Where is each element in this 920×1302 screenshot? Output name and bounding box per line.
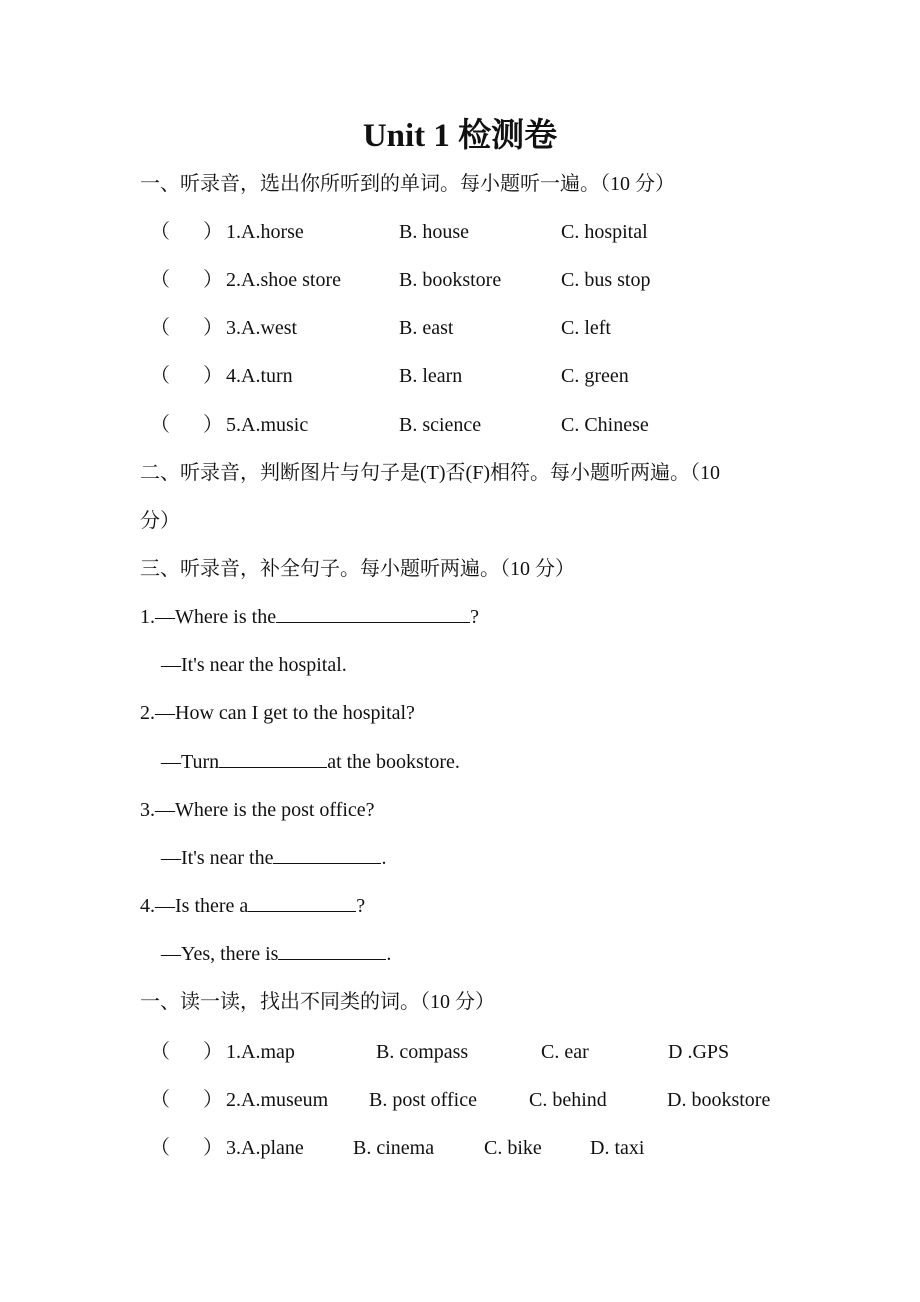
option-c: C. left [561,317,611,339]
answer-3 [161,843,386,873]
answer-paren-close: ） [203,1137,223,1159]
option-b: B. learn [399,365,463,387]
option-a: 4.A.turn [226,365,293,387]
answer-paren-open: （ [150,317,170,339]
fill-blank[interactable] [278,939,386,960]
question-3: 3.—Where is the post office? [140,799,375,821]
answer-1: —It's near the hospital. [161,654,347,676]
option-c: C. bike [484,1137,542,1159]
option-a: 2.A.shoe store [226,269,341,291]
option-b: B. house [399,221,469,243]
answer-paren-open: （ [150,414,170,436]
answer-4 [161,939,391,969]
question-2: 2.—How can I get to the hospital? [140,702,415,724]
option-a: 3.A.plane [226,1137,304,1159]
question-punct: ? [470,606,479,628]
option-a: 1.A.map [226,1041,295,1063]
section-4-heading: 一、读一读，找出不同类的词。（10 分） [140,991,495,1013]
question-text: 4.—Is there a [140,895,249,917]
answer-paren-close: ） [203,414,223,436]
page-title: Unit 1 检测卷 [362,118,558,154]
question-1 [140,602,479,632]
option-d: D .GPS [668,1041,730,1063]
question-punct: ? [356,895,366,917]
answer-text: —Yes, there is [161,943,279,965]
option-d: D. bookstore [667,1089,771,1111]
answer-paren-close: ） [203,365,223,387]
section-1-heading: 一、听录音，选出你所听到的单词。每小题听一遍。（10 分） [140,173,675,195]
question-4 [140,891,365,921]
answer-paren-open: （ [150,365,170,387]
option-c: C. Chinese [561,414,649,436]
option-a: 2.A.museum [226,1089,329,1111]
answer-paren-close: ） [203,317,223,339]
answer-paren-close: ） [203,1041,223,1063]
answer-paren-close: ） [203,269,223,291]
option-c: C. bus stop [561,269,651,291]
option-d: D. taxi [590,1137,645,1159]
option-a: 5.A.music [226,414,309,436]
answer-text: —Turn [161,751,220,773]
answer-text-post: at the bookstore. [327,751,460,773]
option-b: B. post office [369,1089,477,1111]
answer-punct: . [386,943,392,965]
answer-paren-open: （ [150,1089,170,1111]
option-c: C. ear [541,1041,589,1063]
fill-blank[interactable] [273,843,381,864]
answer-paren-open: （ [150,1137,170,1159]
section-3-heading: 三、听录音，补全句子。每小题听两遍。（10 分） [140,558,575,580]
section-2-heading: 二、听录音，判断图片与句子是(T)否(F)相符。每小题听两遍。（10 [140,462,720,484]
answer-text: —It's near the [161,847,274,869]
answer-punct: . [381,847,387,869]
answer-2 [161,747,460,777]
answer-paren-open: （ [150,221,170,243]
option-b: B. cinema [353,1137,435,1159]
section-2-heading-cont: 分） [140,510,180,532]
option-a: 3.A.west [226,317,298,339]
option-b: B. compass [376,1041,469,1063]
option-c: C. hospital [561,221,648,243]
option-c: C. green [561,365,629,387]
option-b: B. bookstore [399,269,502,291]
option-c: C. behind [529,1089,607,1111]
answer-paren-close: ） [203,1089,223,1111]
fill-blank[interactable] [219,747,327,768]
fill-blank[interactable] [276,602,470,623]
question-text: 1.—Where is the [140,606,277,628]
option-a: 1.A.horse [226,221,304,243]
answer-paren-open: （ [150,1041,170,1063]
option-b: B. science [399,414,482,436]
answer-paren-close: ） [203,221,223,243]
answer-paren-open: （ [150,269,170,291]
fill-blank[interactable] [248,891,356,912]
option-b: B. east [399,317,454,339]
